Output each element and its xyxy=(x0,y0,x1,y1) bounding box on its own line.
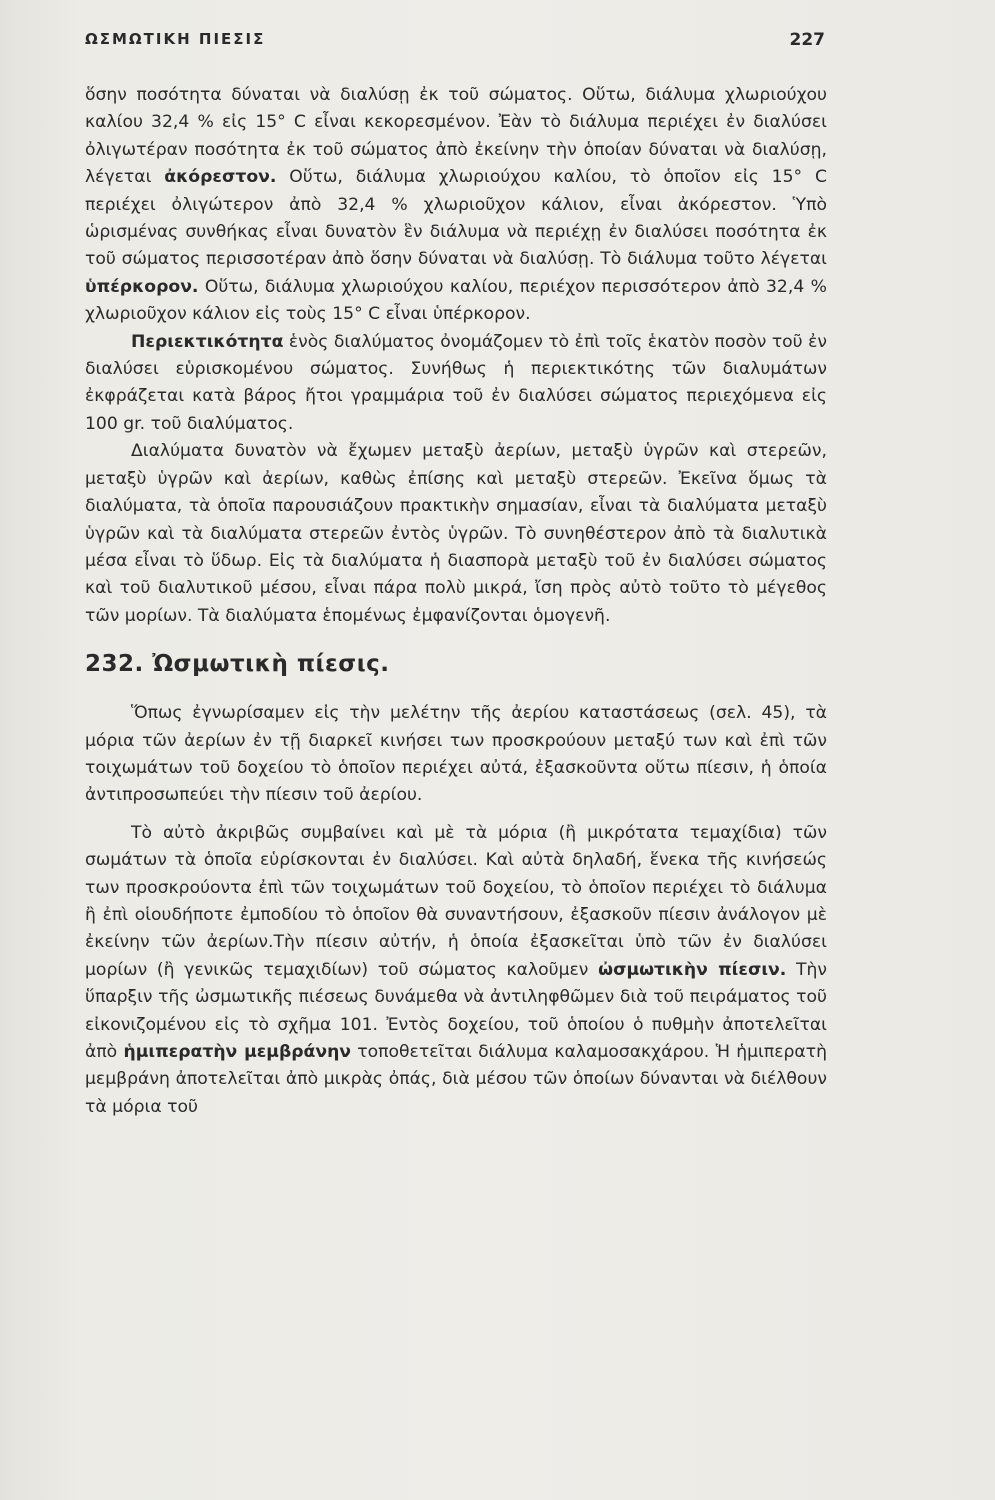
page-number: 227 xyxy=(789,30,825,50)
term-concentration: Περιεκτικότητα xyxy=(131,331,284,352)
term-supersaturated: ὑπέρκορον. xyxy=(85,276,199,297)
text-run: Τὸ αὐτὸ ἀκριβῶς συμβαίνει καὶ μὲ τὰ μόρια (ἢ μικρότατα τεμαχίδια) τῶν σωμάτων τὰ ὁποῖα εὑρίσκονται ἐν διαλύσει. Καὶ αὐτὰ δηλαδή, ἕνεκα τῆς κινήσεώς των προσκρούοντα ἐπὶ τῶν τοιχωμάτων τοῦ δοχείου, τὸ ὁποῖον περιέχει τὸ διάλυμα ἢ ἐπὶ οἱουδήποτε ἐμποδίου τὸ ὁποῖον θὰ συναντήσουν, ἐξασκοῦν πίεσιν ἀνάλογον μὲ ἐκείνην τῶν ἀερίων.Τὴν πίεσιν αὐτήν, ἡ ὁποία ἐξασκεῖται ὑπὸ τῶν ἐν διαλύσει μορίων (ἢ γενικῶς τεμαχιδίων) τοῦ σώματος καλοῦμεν xyxy=(85,822,827,980)
term-semipermeable-membrane: ἡμιπερατὴν μεμβράνην xyxy=(123,1042,352,1062)
paragraph-gas-pressure: Ὅπως ἐγνωρίσαμεν εἰς τὴν μελέτην τῆς ἀερίου καταστάσεως (σελ. 45), τὰ μόρια τῶν ἀερίων ἐν τῇ διαρκεῖ κινήσει των προσκρούουν μεταξύ των καὶ ἐπὶ τῶν τοιχωμάτων τοῦ δοχείου τὸ ὁποῖον περιέχει αὐτά, ἐξασκοῦντα οὕτω πίεσιν, ἡ ὁποία ἀντιπροσωπεύει τὴν πίεσιν τοῦ ἀερίου. xyxy=(85,703,827,806)
body-text xyxy=(85,82,827,1121)
text-run: τοποθετεῖται διάλυμα καλαμοσακχάρου. Ἡ ἡμιπερατὴ μεμβράνη ἀποτελεῖται ἀπὸ μικρὰς ὀπάς, διὰ μέσου τῶν ὁποίων δύνανται νὰ διέλθουν τὰ μόρια τοῦ xyxy=(85,1042,827,1117)
paragraph-osmotic-pressure xyxy=(85,820,827,1121)
paragraph-solution-types: Διαλύματα δυνατὸν νὰ ἔχωμεν μεταξὺ ἀερίων, μεταξὺ ὑγρῶν καὶ στερεῶν, μεταξὺ ὑγρῶν καὶ ἀερίων, καθὼς ἐπίσης καὶ μεταξὺ στερεῶν. Ἐκεῖνα ὅμως τὰ διαλύματα, τὰ ὁποῖα παρουσιάζουν πρακτικὴν σημασίαν, εἶναι τὰ διαλύματα μεταξὺ ὑγρῶν καὶ τὰ διαλύματα στερεῶν ἐντὸς ὑγρῶν. Τὸ συνηθέστερον ἀπὸ τὰ διαλυτικὰ μέσα εἶναι τὸ ὕδωρ. Εἰς τὰ διαλύματα ἡ διασπορὰ μεταξὺ τοῦ ἐν διαλύσει σώματος καὶ τοῦ διαλυτικοῦ μέσου, εἶναι πάρα πολὺ μικρά, ἴση πρὸς αὐτὸ τοῦτο τὸ μέγεθος τῶν μορίων. Τὰ διαλύματα ἑπομένως ἐμφανίζονται ὁμογενῆ. xyxy=(85,441,827,626)
section-heading: 232. Ὠσμωτικὴ πίεσις. xyxy=(85,651,390,678)
page-header xyxy=(85,30,825,56)
text-run: ὅσην ποσότητα δύναται νὰ διαλύσῃ ἐκ τοῦ σώματος. Οὕτω, διάλυμα χλωριούχου καλίου 32,4 % εἰς 15° C εἶναι κεκορεσμένον. Ἐὰν τὸ διάλυμα περιέχει ἐν διαλύσει ὀλιγωτέραν ποσότητα ἐκ τοῦ σώματος ἀπὸ ἐκείνην τὴν ὁποίαν δύναται νὰ διαλύσῃ, λέγεται xyxy=(85,85,827,188)
text-run: ἑνὸς διαλύματος ὀνομάζομεν τὸ ἐπὶ τοῖς ἑκατὸν ποσὸν τοῦ ἐν διαλύσει εὑρισκομένου σώματος. Συνήθως ἡ περιεκτικότης τῶν διαλυμάτων ἐκφράζεται κατὰ βάρος ἤτοι γραμμάρια τοῦ ἐν διαλύσει σώματος περιεχόμενα εἰς 100 gr. τοῦ διαλύματος. xyxy=(85,331,827,434)
term-osmotic-pressure: ὠσμωτικὴν πίεσιν. xyxy=(598,959,787,980)
paragraph-concentration xyxy=(85,329,827,439)
paragraph-saturation xyxy=(85,82,827,329)
text-run: Τὴν ὕπαρξιν τῆς ὠσμωτικῆς πιέσεως δυνάμεθα νὰ ἀντιληφθῶμεν διὰ τοῦ πειράματος τοῦ εἰκονιζομένου εἰς τὸ σχῆμα 101. Ἐντὸς δοχείου, τοῦ ὁποίου ὁ πυθμὴν ἀποτελεῖται ἀπὸ xyxy=(85,959,827,1062)
running-title: ΩΣΜΩΤΙΚΗ ΠΙΕΣΙΣ xyxy=(85,30,266,48)
text-run: Οὕτω, διάλυμα χλωριούχου καλίου, τὸ ὁποῖον εἰς 15° C περιέχει ὀλιγώτερον ἀπὸ 32,4 % χλωριοῦχον κάλιον, εἶναι ἀκόρεστον. Ὑπὸ ὡρισμένας συνθήκας εἶναι δυνατὸν ἓν διάλυμα νὰ περιέχῃ ἐν διαλύσει ποσότητα ἐκ τοῦ σώματος περισσοτέραν ἀπὸ ὅσην δύναται νὰ διαλύσῃ. Τὸ διάλυμα τοῦτο λέγεται xyxy=(85,167,827,270)
text-run: Οὕτω, διάλυμα χλωριούχου καλίου, περιέχον περισσότερον ἀπὸ 32,4 % χλωριοῦχον κάλιον εἰς τοὺς 15° C εἶναι ὑπέρκορον. xyxy=(85,276,827,325)
term-unsaturated: ἀκόρεστον. xyxy=(164,167,277,188)
